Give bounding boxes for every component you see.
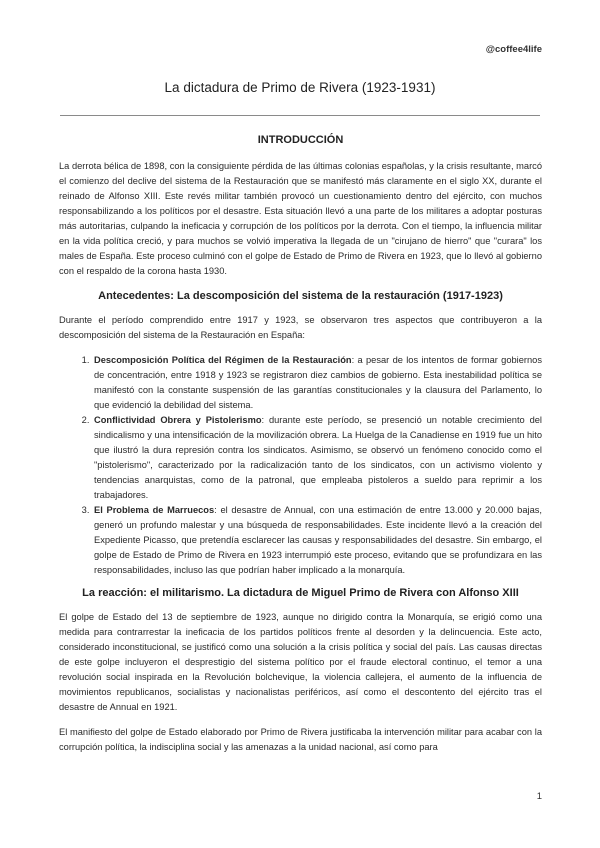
document-body [59, 128, 542, 765]
list-item-text: : durante este período, se presenció un notable crecimiento del sindicalismo y una intensificación de la movilización obrera. La Huelga de la Canadiense en 1919 fue un hito que ilustró la dura represión contra los sindicatos. Asimismo, se observó un fenómeno conocido como el "pistolerismo", caracterizado por la radicalización tanto de los sindicatos, con un activismo violento y tendencias anarquistas, como de la patronal, que empleaba pistoleros a sueldo para reprimir a los trabajadores. [94, 415, 542, 500]
title-divider [60, 115, 540, 116]
list-item-title: Conflictividad Obrera y Pistolerismo [94, 415, 262, 425]
antecedentes-intro: Durante el período comprendido entre 1917 y 1923, se observaron tres aspectos que contribuyeron a la descomposición del sistema de la Restauración en España: [59, 315, 542, 340]
list-item [92, 353, 542, 413]
list-item-text: : a pesar de los intentos de formar gobiernos de concentración, entre 1918 y 1923 se registraron diez cambios de gobierno. Esta inestabilidad política se manifestó con la constante suspensión de las garantías constitucionales y la clausura del Parlamento, lo que evidenció la debilidad del sistema. [94, 355, 542, 410]
intro-paragraph: La derrota bélica de 1898, con la consiguiente pérdida de las últimas colonias españolas, y la crisis resultante, marcó el comienzo del declive del sistema de la Restauración que se manifestó más claramente en el siglo XX, durante el reinado de Alfonso XIII. Este revés militar también provocó un cuestionamiento dentro del ejército, con muchos responsabilizando a los políticos por el desastre. Esta situación llevó a una parte de los militares a adoptar posturas más autoritarias, culpando la ineficacia y corrupción de los políticos por la derrota. Con el tiempo, la influencia militar en la vida política creció, y para muchos se volvió imperativa la llegada de un "cirujano de hierro" que "curara" los males de España. Este proceso culminó con el golpe de Estado de Primo de Rivera en 1923, que lo llevó al gobierno con el respaldo de la corona hasta 1930. [59, 161, 542, 276]
reaccion-paragraph: El manifiesto del golpe de Estado elaborado por Primo de Rivera justificaba la intervención militar para acabar con la corrupción política, la indisciplina social y las amenazas a la unidad nacional, así como para [59, 727, 542, 752]
reaccion-paragraph: El golpe de Estado del 13 de septiembre de 1923, aunque no dirigido contra la Monarquía, se erigió como una medida para contrarrestar la ineficacia de los partidos políticos frente al desorden y la delincuencia. Este acto, considerado inconstitucional, se justificó como una solución a la crisis política y social del país. Las causas directas de este golpe incluyeron el desprestigio del sistema político por el fraude electoral continuo, el temor a una revolución social inspirada en la Revolución bolchevique, la violencia callejera, el aumento de la influencia de movimientos republicanos, socialistas y nacionalistas periféricos, así como el descontento del ejército tras el desastre de Annual en 1921. [59, 612, 542, 712]
page-number: 1 [536, 791, 542, 802]
antecedentes-heading: Antecedentes: La descomposición del sistema de la restauración (1917-1923) [98, 290, 503, 302]
list-item-title: Descomposición Política del Régimen de la Restauración [94, 355, 352, 365]
causes-list [59, 353, 542, 578]
list-item-title: El Problema de Marruecos [94, 505, 215, 515]
list-item-text: : el desastre de Annual, con una estimación de entre 13.000 y 20.000 bajas, generó un profundo malestar y una búsqueda de responsabilidades. Este incidente llevó a la creación del Expediente Picasso, que pretendía esclarecer las causas y responsabilidades del desastre. Sin embargo, el golpe de Estado de Primo de Rivera en 1923 interrumpió este proceso, evitando que se profundizara en las responsabilidades, incluso las que podrían haber implicado a la monarquía. [94, 505, 542, 575]
intro-heading: INTRODUCCIÓN [257, 134, 344, 146]
document-title: La dictadura de Primo de Rivera (1923-1931) [164, 80, 436, 95]
reaccion-heading: La reacción: el militarismo. La dictadura de Miguel Primo de Rivera con Alfonso XIII [82, 587, 519, 599]
author-handle: @coffee4life [485, 44, 542, 55]
list-item [92, 413, 542, 503]
list-item [92, 503, 542, 578]
